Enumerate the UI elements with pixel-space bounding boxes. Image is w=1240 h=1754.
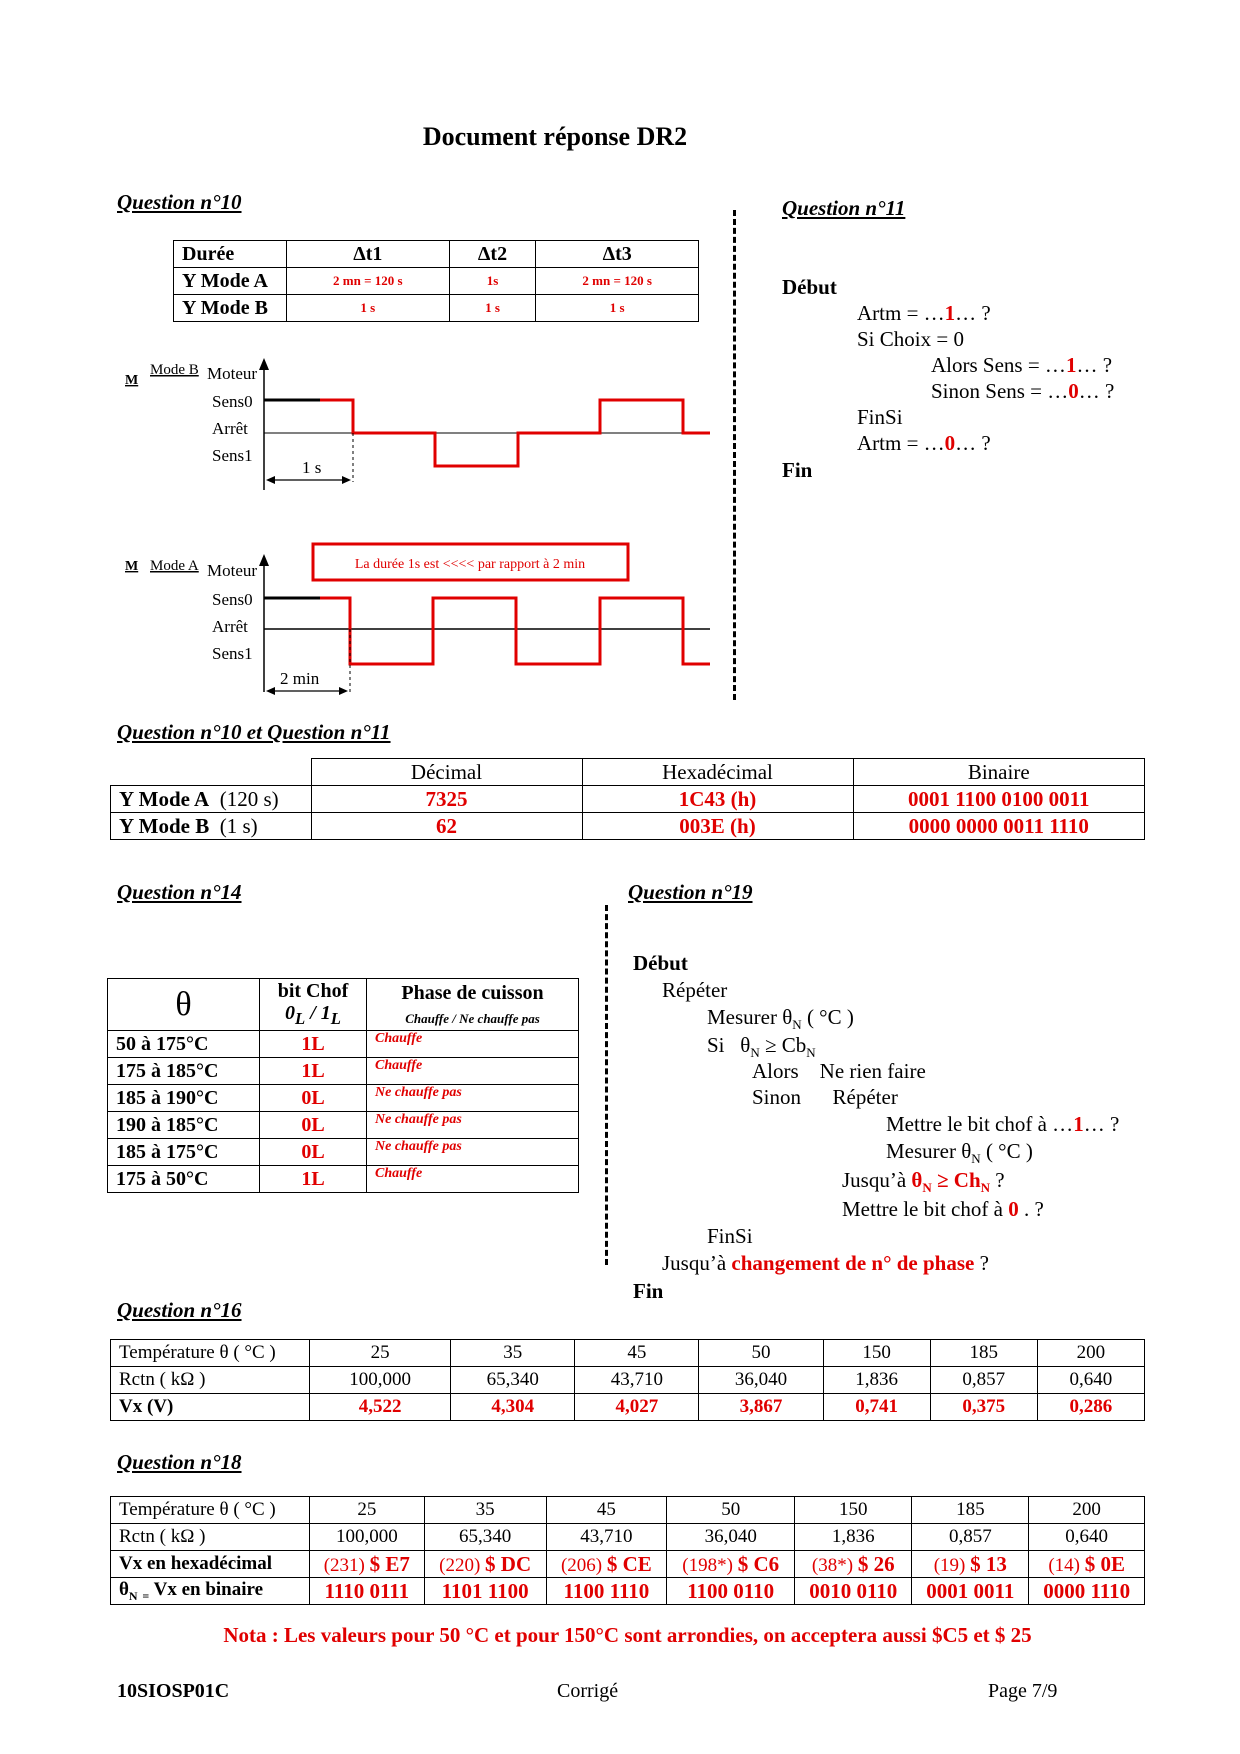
theta-header: θ	[108, 979, 260, 1031]
cell: 35	[451, 1340, 575, 1367]
answer: 0	[1008, 1197, 1019, 1221]
hex-cell	[912, 1551, 1029, 1578]
q18-heading: Question n°18	[117, 1450, 242, 1474]
hex-cell	[424, 1551, 546, 1578]
phase-sub: Chauffe / Ne chauffe pas	[405, 1010, 540, 1026]
algo-line	[752, 1059, 926, 1084]
q14-heading: Question n°14	[117, 880, 242, 904]
algo-debut: Début	[782, 275, 837, 299]
text: Mettre le bit chof à …	[886, 1112, 1074, 1136]
algo-line	[886, 1112, 1119, 1137]
phase-cell: Ne chauffe pas	[367, 1112, 579, 1139]
bin-cell: 0000 0000 0011 1110	[853, 813, 1145, 840]
row-label: Rctn ( kΩ )	[111, 1367, 310, 1394]
dec: (198*)	[682, 1554, 733, 1576]
answer: N	[922, 1180, 932, 1196]
cell: 43,710	[546, 1524, 667, 1551]
algo-line	[707, 1005, 854, 1033]
text: Artm = …	[857, 301, 945, 325]
q14-table	[107, 978, 579, 1193]
dec: (231)	[323, 1554, 365, 1576]
text: 0	[285, 1002, 296, 1025]
hex: $ 13	[970, 1551, 1007, 1576]
cell: 200	[1037, 1340, 1144, 1367]
text: … ?	[955, 431, 991, 455]
level-label: Arrêt	[212, 617, 248, 636]
answer: 1	[944, 301, 956, 325]
answer: N	[980, 1180, 991, 1196]
text: Mettre le bit chof à	[842, 1197, 1009, 1221]
algo-line: FinSi	[707, 1224, 753, 1248]
q10-header-cell: Δt2	[449, 241, 536, 268]
cell: 1,836	[823, 1367, 930, 1394]
level-label: Moteur	[207, 561, 258, 580]
dec-cell: 62	[311, 813, 582, 840]
algo-line	[842, 1168, 1005, 1196]
range-cell: 50 à 175°C	[108, 1031, 260, 1058]
separator-dashed	[605, 905, 608, 1265]
cell: 65,340	[451, 1367, 575, 1394]
page-title: Document réponse DR2	[422, 122, 688, 151]
text: Si	[707, 1033, 725, 1057]
text: θ	[119, 1578, 129, 1600]
hex: $ E7	[369, 1551, 410, 1576]
q19-heading: Question n°19	[628, 880, 753, 904]
bit-cell: 1L	[260, 1058, 367, 1085]
q10-cell: 1 s	[536, 295, 699, 322]
phase-title: Phase de cuisson	[401, 981, 544, 1004]
bit-cell: 1L	[260, 1166, 367, 1193]
bin-cell: 1101 1100	[424, 1578, 546, 1605]
algo-line	[842, 1197, 1044, 1222]
q10-cell: 1 s	[287, 295, 450, 322]
cell: 4,027	[575, 1394, 699, 1421]
text: Sinon Sens = …	[931, 379, 1069, 403]
range-cell: 190 à 185°C	[108, 1112, 260, 1139]
cell: 0,640	[1029, 1524, 1145, 1551]
cell: 150	[795, 1497, 912, 1524]
row-label: Rctn ( kΩ )	[111, 1524, 310, 1551]
algo-line: Répéter	[662, 978, 728, 1002]
text: Mesurer θ	[707, 1005, 793, 1029]
answer: ≥ Ch	[931, 1168, 981, 1192]
q10-row-label: Y Mode B	[174, 295, 287, 322]
answer: 1	[1073, 1112, 1084, 1136]
cell: 50	[667, 1497, 795, 1524]
q18-table	[110, 1496, 1145, 1605]
cell: 200	[1029, 1497, 1145, 1524]
level-label: Sens1	[212, 446, 253, 465]
phase-cell: Chauffe	[367, 1166, 579, 1193]
hex: $ DC	[485, 1551, 532, 1576]
q10-cell: 1s	[449, 268, 536, 295]
cell: 4,522	[310, 1394, 451, 1421]
text: Alors Sens = …	[931, 353, 1066, 377]
q16-table	[110, 1339, 1145, 1421]
text: /	[305, 1002, 321, 1025]
dec: (206)	[560, 1554, 603, 1576]
bin-cell: 0000 1110	[1029, 1578, 1145, 1605]
axis-arrow	[259, 554, 269, 566]
hex-cell	[310, 1551, 425, 1578]
bin-cell: 1100 1110	[546, 1578, 667, 1605]
hex: $ CE	[606, 1551, 652, 1576]
algo-fin: Fin	[633, 1279, 664, 1303]
cell: 100,000	[310, 1524, 425, 1551]
text: … ?	[1078, 379, 1115, 403]
text: Jusqu’à	[842, 1168, 912, 1192]
cell: 45	[546, 1497, 667, 1524]
page-number: Page 7/9	[988, 1680, 1058, 1702]
text: Sinon	[752, 1085, 802, 1109]
bin-cell: 1100 0110	[667, 1578, 795, 1605]
algo-line	[857, 431, 991, 456]
text: Artm = …	[857, 431, 945, 455]
level-label: Sens0	[212, 590, 253, 609]
bin-cell: 1110 0111	[310, 1578, 425, 1605]
answer: θ	[911, 1168, 923, 1192]
algo-line	[886, 1139, 1033, 1167]
footer-status: Corrigé	[557, 1680, 619, 1702]
duration-label: 2 min	[280, 669, 320, 688]
col-header: Binaire	[853, 759, 1145, 786]
cell: 0,741	[823, 1394, 930, 1421]
row-label	[111, 1578, 310, 1605]
algo-line	[707, 1033, 816, 1061]
algo-line	[931, 379, 1114, 404]
arrow-head	[266, 687, 275, 695]
text: … ?	[1083, 1112, 1120, 1136]
text: N	[128, 1588, 138, 1603]
algo-debut: Début	[633, 951, 688, 975]
q10-header-cell: Durée	[174, 241, 287, 268]
mode-label: Mode A	[150, 558, 199, 574]
text: L	[330, 1009, 341, 1029]
cell: 3,867	[699, 1394, 823, 1421]
text: … ?	[955, 301, 991, 325]
text: ≥ Cb	[759, 1033, 807, 1057]
bit-title: bit Chof	[277, 980, 349, 1003]
mode-a-signal	[320, 598, 710, 664]
q16-heading: Question n°16	[117, 1298, 242, 1322]
cell: 25	[310, 1340, 451, 1367]
cell: 25	[310, 1497, 425, 1524]
row-label	[111, 786, 312, 813]
cell: 150	[823, 1340, 930, 1367]
col-header: Décimal	[311, 759, 582, 786]
empty-cell	[111, 759, 312, 786]
q10-11-heading: Question n°10 et Question n°11	[117, 720, 391, 744]
cell: 0,857	[930, 1367, 1037, 1394]
cell: 43,710	[575, 1367, 699, 1394]
text: 1	[320, 1002, 331, 1025]
bit-header	[260, 979, 367, 1031]
hex-cell	[1029, 1551, 1145, 1578]
separator-dashed	[733, 210, 736, 700]
row-label: Vx en hexadécimal	[111, 1551, 310, 1578]
algo-line: Si Choix = 0	[857, 327, 964, 351]
text: Alors	[752, 1059, 799, 1083]
hex: $ 0E	[1084, 1551, 1125, 1576]
phase-cell: Chauffe	[367, 1031, 579, 1058]
phase-header	[367, 979, 579, 1031]
q10-cell: 2 mn = 120 s	[287, 268, 450, 295]
cell: 100,000	[310, 1367, 451, 1394]
cell: 65,340	[424, 1524, 546, 1551]
text: Mesurer θ	[886, 1139, 972, 1163]
arrow-head	[339, 687, 348, 695]
cell: 45	[575, 1340, 699, 1367]
arrow-head	[342, 476, 351, 484]
dec-cell: 7325	[311, 786, 582, 813]
bin-cell: 0001 0011	[912, 1578, 1029, 1605]
q10-cell: 1 s	[449, 295, 536, 322]
hex: $ C6	[737, 1551, 780, 1576]
q11-heading: Question n°11	[782, 196, 906, 220]
nota: Nota : Les valeurs pour 50 °C et pour 150°C sont arrondies, on acceptera aussi $C5 et $ 25	[223, 1623, 1032, 1647]
text: ?	[990, 1168, 1005, 1192]
q10-header-cell: Δt3	[536, 241, 699, 268]
cell: 36,040	[699, 1367, 823, 1394]
level-label: Sens0	[212, 392, 253, 411]
text: Jusqu’à	[662, 1251, 732, 1275]
level-label: Sens1	[212, 644, 253, 663]
text: … ?	[1076, 353, 1113, 377]
answer: 0	[1068, 379, 1079, 403]
m-label: M	[125, 373, 139, 388]
range-cell: 185 à 190°C	[108, 1085, 260, 1112]
bit-cell: 0L	[260, 1112, 367, 1139]
algo-line	[931, 353, 1112, 378]
text: ?	[974, 1251, 989, 1275]
row-label: Vx (V)	[111, 1394, 310, 1421]
axis-arrow	[259, 358, 269, 370]
hex-cell	[546, 1551, 667, 1578]
cell: 4,304	[451, 1394, 575, 1421]
algo-line	[857, 301, 991, 326]
q10-row-label: Y Mode A	[174, 268, 287, 295]
cell: 50	[699, 1340, 823, 1367]
text: θ	[740, 1033, 751, 1057]
cell: 0,640	[1037, 1367, 1144, 1394]
mode-b-timing-diagram	[120, 350, 710, 500]
dec: (19)	[933, 1554, 966, 1576]
dec: (220)	[439, 1554, 481, 1576]
answer: 1	[1065, 353, 1077, 377]
arrow-head	[266, 476, 275, 484]
q10-cell: 2 mn = 120 s	[536, 268, 699, 295]
q10-header-cell: Δt1	[287, 241, 450, 268]
dec: (38*)	[811, 1554, 854, 1576]
text: N	[792, 1017, 802, 1033]
range-cell: 185 à 175°C	[108, 1139, 260, 1166]
bin-cell: 0001 1100 0100 0011	[853, 786, 1145, 813]
label-sub: (1 s)	[219, 813, 258, 838]
algo-line	[662, 1251, 989, 1276]
hex-cell	[795, 1551, 912, 1578]
conversion-table	[110, 758, 1145, 840]
text: L	[295, 1009, 306, 1029]
label-sub: (120 s)	[219, 786, 279, 811]
range-cell: 175 à 185°C	[108, 1058, 260, 1085]
row-label: Température θ ( °C )	[111, 1340, 310, 1367]
text: =	[142, 1588, 150, 1603]
text: Ne rien faire	[819, 1059, 926, 1083]
algo-line: FinSi	[857, 405, 903, 429]
cell: 36,040	[667, 1524, 795, 1551]
text: Répéter	[832, 1085, 898, 1109]
cell: 0,857	[912, 1524, 1029, 1551]
bit-cell: 0L	[260, 1085, 367, 1112]
label: Y Mode A	[119, 786, 210, 811]
algo-fin: Fin	[782, 458, 813, 482]
cell: 35	[424, 1497, 546, 1524]
label: Y Mode B	[119, 813, 210, 838]
text: Vx en binaire	[149, 1578, 264, 1600]
cell: 0,375	[930, 1394, 1037, 1421]
text: . ?	[1018, 1197, 1044, 1221]
mode-a-timing-diagram	[120, 540, 710, 705]
bit-cell: 0L	[260, 1139, 367, 1166]
cell: 0,286	[1037, 1394, 1144, 1421]
phase-cell: Ne chauffe pas	[367, 1085, 579, 1112]
text: N	[806, 1045, 816, 1061]
q10-duration-table	[173, 240, 699, 322]
answer: 0	[944, 431, 956, 455]
cell: 185	[930, 1340, 1037, 1367]
m-label: M	[125, 559, 139, 574]
duration-label: 1 s	[302, 458, 322, 477]
row-label: Température θ ( °C )	[111, 1497, 310, 1524]
algo-line	[752, 1085, 898, 1110]
row-label	[111, 813, 312, 840]
bin-cell: 0010 0110	[795, 1578, 912, 1605]
hex-cell: 1C43 (h)	[582, 786, 853, 813]
text: N	[971, 1151, 981, 1167]
hex-cell: 003E (h)	[582, 813, 853, 840]
text: ( °C )	[980, 1139, 1033, 1163]
level-label: Arrêt	[212, 419, 248, 438]
cell: 185	[912, 1497, 1029, 1524]
note-text: La durée 1s est <<<< par rapport à 2 min	[354, 557, 586, 572]
hex-cell	[667, 1551, 795, 1578]
text: ( °C )	[801, 1005, 854, 1029]
level-label: Moteur	[207, 364, 258, 383]
phase-cell: Chauffe	[367, 1058, 579, 1085]
col-header: Hexadécimal	[582, 759, 853, 786]
answer: changement de n° de phase	[731, 1251, 975, 1275]
footer-code: 10SIOSP01C	[117, 1680, 230, 1702]
bit-cell: 1L	[260, 1031, 367, 1058]
range-cell: 175 à 50°C	[108, 1166, 260, 1193]
q10-heading: Question n°10	[117, 190, 242, 214]
cell: 1,836	[795, 1524, 912, 1551]
mode-label: Mode B	[150, 362, 199, 378]
dec: (14)	[1048, 1554, 1080, 1576]
phase-cell: Ne chauffe pas	[367, 1139, 579, 1166]
text: N	[750, 1045, 760, 1061]
hex: $ 26	[857, 1551, 895, 1576]
